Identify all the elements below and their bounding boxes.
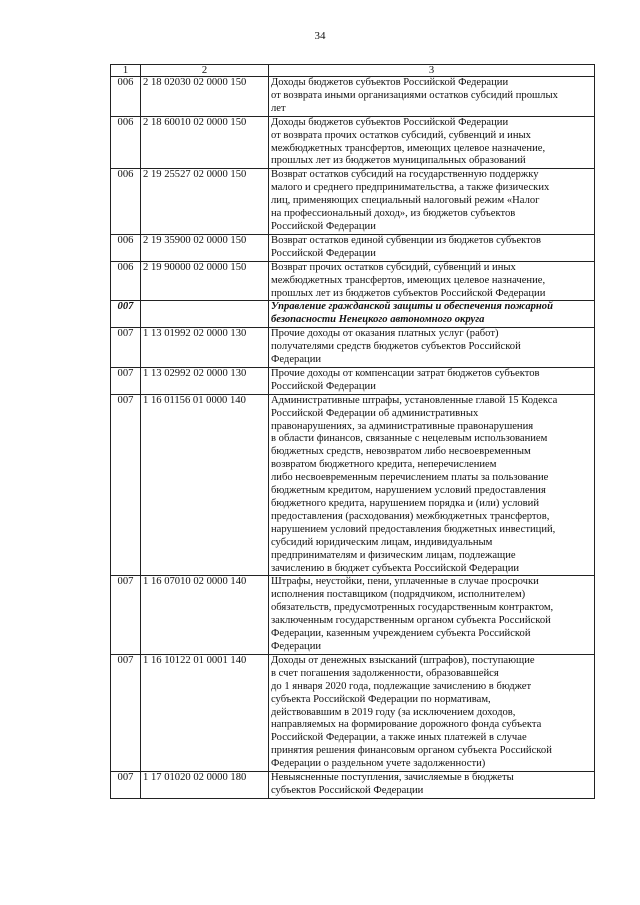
description-line: Федерации bbox=[271, 354, 322, 366]
table-row bbox=[111, 772, 595, 799]
admin-code-cell: 006 bbox=[111, 261, 141, 301]
table-row bbox=[111, 169, 595, 235]
admin-code-cell: 007 bbox=[111, 576, 141, 654]
table-row bbox=[111, 234, 595, 261]
table-row bbox=[111, 576, 595, 654]
description-line: получателями средств бюджетов субъектов Российской bbox=[271, 341, 521, 353]
budget-classification-table bbox=[110, 64, 595, 799]
header-col-2: 2 bbox=[141, 65, 269, 77]
description-line: безопасности Ненецкого автономного округа bbox=[271, 314, 485, 326]
description-line: направляемых на формирование дорожного фонда субъекта bbox=[271, 719, 542, 731]
description-cell bbox=[269, 169, 595, 235]
revenue-code-cell: 2 18 02030 02 0000 150 bbox=[141, 77, 269, 117]
admin-code-cell: 007 bbox=[111, 301, 141, 328]
table-row bbox=[111, 328, 595, 368]
admin-code-cell: 007 bbox=[111, 654, 141, 771]
table-row bbox=[111, 654, 595, 771]
description-cell bbox=[269, 654, 595, 771]
table-row bbox=[111, 116, 595, 169]
description-line: предпринимателям и физическим лицам, подлежащие bbox=[271, 549, 516, 561]
description-line: Доходы бюджетов субъектов Российской Федерации bbox=[271, 77, 509, 88]
table-row bbox=[111, 261, 595, 301]
description-line: лет bbox=[271, 102, 286, 114]
header-col-3: 3 bbox=[269, 65, 595, 77]
description-line: принятия решения финансовым органом субъекта Российской bbox=[271, 745, 552, 757]
description-line: Российской Федерации bbox=[271, 220, 376, 232]
description-line: Возврат прочих остатков субсидий, субвенций и иных bbox=[271, 261, 516, 273]
description-line: прошлых лет из бюджетов муниципальных образований bbox=[271, 155, 526, 167]
description-line: бюджетных средств, невозвратом либо несвоевременным bbox=[271, 446, 531, 458]
header-col-1: 1 bbox=[111, 65, 141, 77]
revenue-code-cell: 2 18 60010 02 0000 150 bbox=[141, 116, 269, 169]
description-line: в счет погашения задолженности, образовавшейся bbox=[271, 667, 499, 679]
description-cell bbox=[269, 301, 595, 328]
description-cell bbox=[269, 367, 595, 394]
admin-code-cell: 007 bbox=[111, 772, 141, 799]
table-header-row bbox=[111, 65, 595, 77]
description-line: Штрафы, неустойки, пени, уплаченные в случае просрочки bbox=[271, 576, 539, 588]
description-line: Возврат остатков единой субвенции из бюджетов субъектов bbox=[271, 234, 541, 246]
revenue-code-cell: 1 13 02992 02 0000 130 bbox=[141, 367, 269, 394]
admin-code-cell: 006 bbox=[111, 77, 141, 117]
description-line: субъекта Российской Федерации по нормативам, bbox=[271, 693, 491, 705]
description-line: в области финансов, связанные с нецелевым использованием bbox=[271, 433, 548, 445]
description-line: межбюджетных трансфертов, имеющих целевое назначение, bbox=[271, 142, 546, 154]
revenue-code-cell: 1 16 10122 01 0001 140 bbox=[141, 654, 269, 771]
revenue-code-cell: 2 19 35900 02 0000 150 bbox=[141, 234, 269, 261]
description-line: исполнения поставщиком (подрядчиком, исполнителем) bbox=[271, 589, 526, 601]
description-line: зачислению в бюджет субъекта Российской Федерации bbox=[271, 562, 520, 574]
description-cell bbox=[269, 261, 595, 301]
admin-code-cell: 006 bbox=[111, 234, 141, 261]
description-line: бюджетного кредита, нарушением порядка и (или) условий bbox=[271, 498, 539, 509]
description-line: субсидий юридическим лицам, индивидуальным bbox=[271, 536, 493, 548]
table-row bbox=[111, 301, 595, 328]
description-line: заключенным государственным органом субъекта Российской bbox=[271, 615, 551, 627]
description-line: Российской Федерации, а также иных платежей в случае bbox=[271, 732, 527, 744]
description-line: Прочие доходы от компенсации затрат бюджетов субъектов bbox=[271, 367, 540, 379]
description-line: либо несвоевременным перечислением платы за пользование bbox=[271, 472, 549, 484]
description-line: действовавшим в 2019 году (за исключением доходов, bbox=[271, 706, 516, 718]
description-line: Доходы от денежных взысканий (штрафов), поступающие bbox=[271, 654, 535, 666]
table-row bbox=[111, 77, 595, 117]
description-line: возвратом бюджетного кредита, неперечислением bbox=[271, 459, 497, 471]
description-line: Доходы бюджетов субъектов Российской Федерации bbox=[271, 116, 509, 128]
revenue-code-cell bbox=[141, 301, 269, 328]
description-line: малого и среднего предпринимательства, а также физических bbox=[271, 182, 550, 194]
description-line: предоставления (расходования) межбюджетных трансфертов, bbox=[271, 510, 550, 522]
description-line: Российской Федерации bbox=[271, 247, 376, 259]
revenue-code-cell: 1 13 01992 02 0000 130 bbox=[141, 328, 269, 368]
description-line: на профессиональный доход», из бюджетов субъектов bbox=[271, 208, 516, 220]
table-row bbox=[111, 367, 595, 394]
admin-code-cell: 006 bbox=[111, 116, 141, 169]
description-line: прошлых лет из бюджетов субъектов Российской Федерации bbox=[271, 287, 546, 299]
description-line: Российской Федерации bbox=[271, 380, 376, 392]
description-line: Федерации, казенным учреждением субъекта Российской bbox=[271, 628, 531, 640]
description-cell bbox=[269, 394, 595, 576]
revenue-code-cell: 1 17 01020 02 0000 180 bbox=[141, 772, 269, 799]
page-number: 34 bbox=[314, 30, 326, 42]
description-line: Административные штрафы, установленные главой 15 Кодекса bbox=[271, 394, 558, 406]
description-cell bbox=[269, 234, 595, 261]
description-line: Прочие доходы от оказания платных услуг (работ) bbox=[271, 328, 499, 340]
description-cell bbox=[269, 328, 595, 368]
description-line: Федерации bbox=[271, 640, 322, 652]
revenue-code-cell: 2 19 90000 02 0000 150 bbox=[141, 261, 269, 301]
description-line: Невыясненные поступления, зачисляемые в бюджеты bbox=[271, 772, 514, 784]
description-cell bbox=[269, 772, 595, 799]
description-cell bbox=[269, 77, 595, 117]
table-row bbox=[111, 394, 595, 576]
description-line: бюджетным кредитом, нарушением условий предоставления bbox=[271, 485, 546, 497]
description-line: субъектов Российской Федерации bbox=[271, 784, 424, 796]
description-line: Управление гражданской защиты и обеспечения пожарной bbox=[271, 301, 553, 313]
description-line: правонарушениях, за административные правонарушения bbox=[271, 420, 534, 432]
admin-code-cell: 006 bbox=[111, 169, 141, 235]
description-line: от возврата иными организациями остатков субсидий прошлых bbox=[271, 89, 558, 101]
description-line: от возврата прочих остатков субсидий, субвенций и иных bbox=[271, 129, 531, 141]
description-cell bbox=[269, 116, 595, 169]
admin-code-cell: 007 bbox=[111, 367, 141, 394]
description-line: обязательств, предусмотренных государственным контрактом, bbox=[271, 602, 554, 614]
description-line: Федерации о раздельном учете задолженности) bbox=[271, 758, 486, 770]
description-line: до 1 января 2020 года, подлежащие зачислению в бюджет bbox=[271, 680, 532, 692]
description-cell bbox=[269, 576, 595, 654]
admin-code-cell: 007 bbox=[111, 394, 141, 576]
description-line: межбюджетных трансфертов, имеющих целевое назначение, bbox=[271, 274, 546, 286]
admin-code-cell: 007 bbox=[111, 328, 141, 368]
description-line: Возврат остатков субсидий на государственную поддержку bbox=[271, 169, 539, 181]
revenue-code-cell: 1 16 07010 02 0000 140 bbox=[141, 576, 269, 654]
revenue-code-cell: 1 16 01156 01 0000 140 bbox=[141, 394, 269, 576]
description-line: лиц, применяющих специальный налоговый режим «Налог bbox=[271, 195, 540, 207]
revenue-code-cell: 2 19 25527 02 0000 150 bbox=[141, 169, 269, 235]
description-line: нарушением условий предоставления бюджетных инвестиций, bbox=[271, 523, 556, 535]
description-line: Российской Федерации об административных bbox=[271, 407, 479, 419]
